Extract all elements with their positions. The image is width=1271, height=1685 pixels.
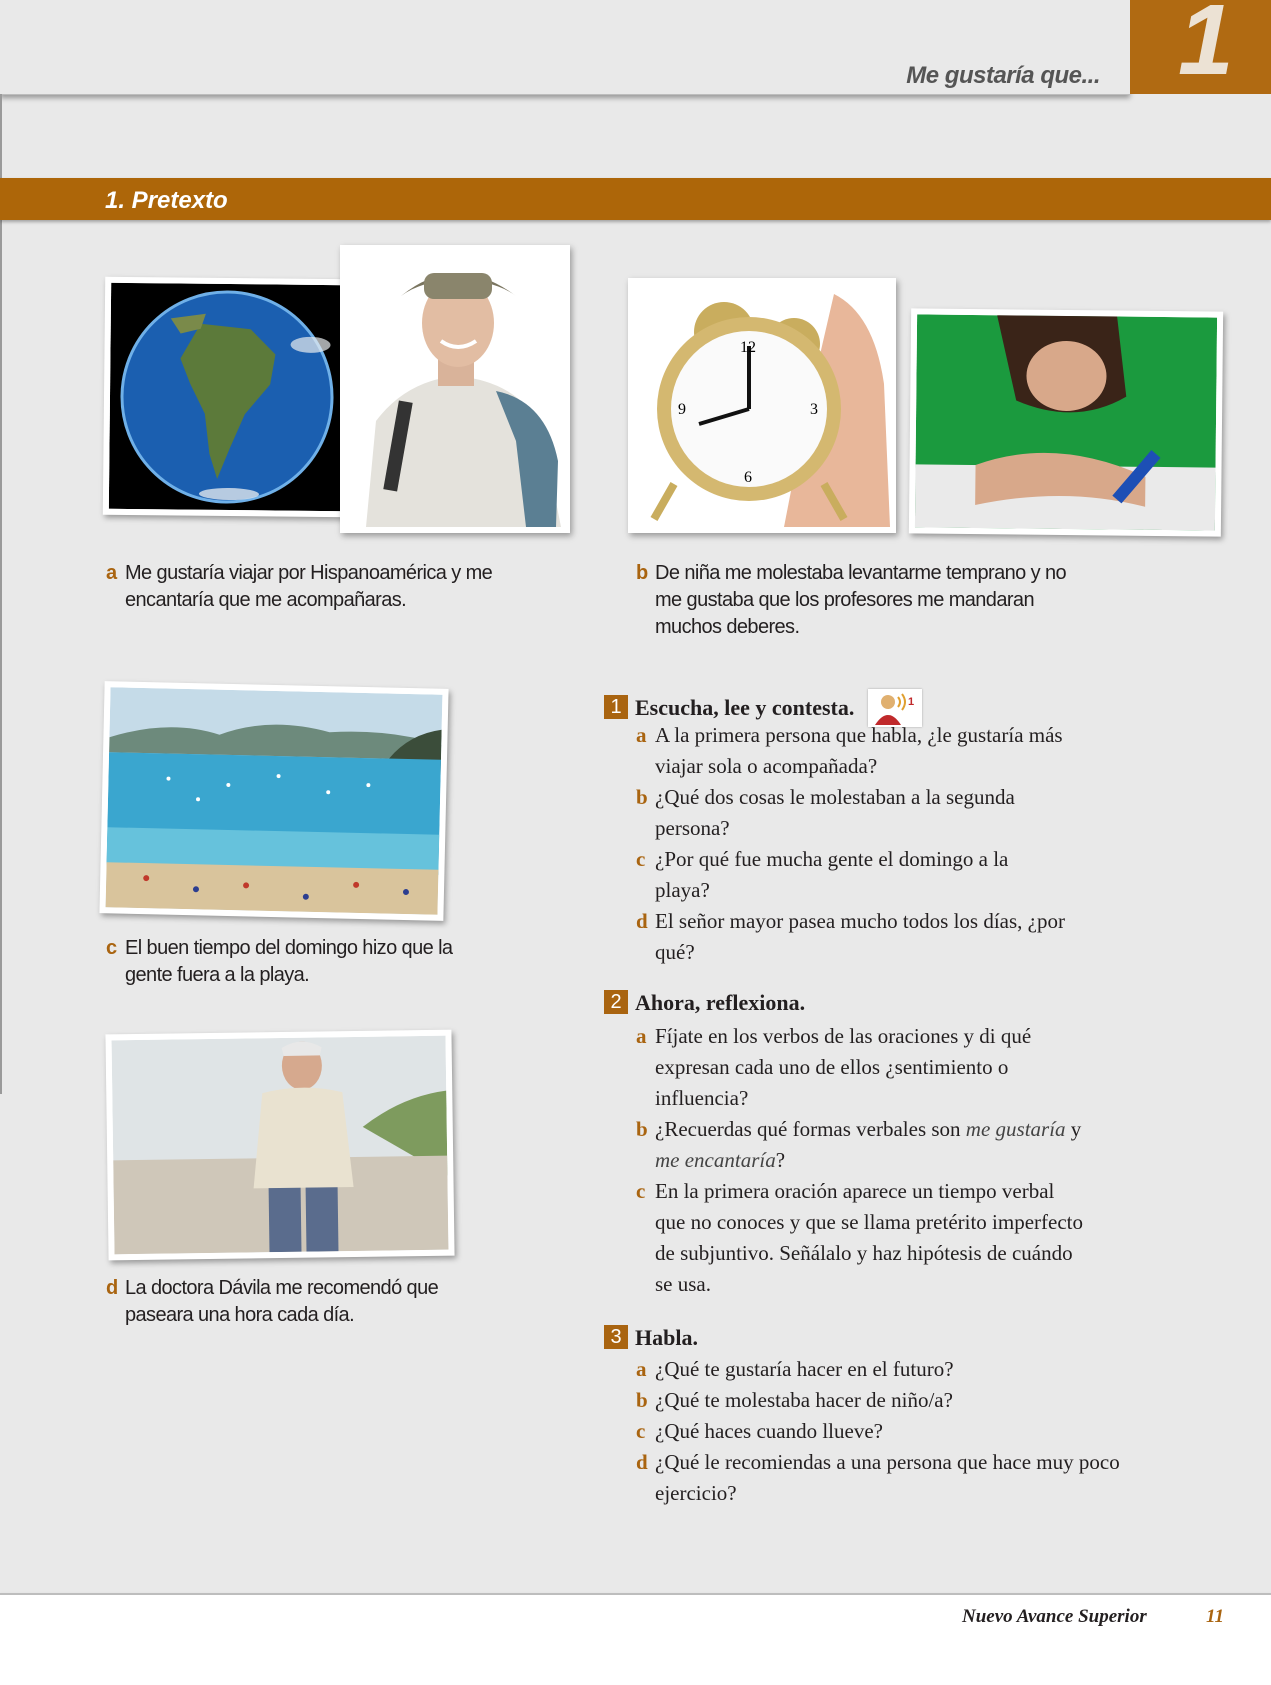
- exercise-number: 2: [604, 990, 628, 1014]
- caption-text: Me gustaría viajar por Hispanoamérica y me encantaría que me acompañaras.: [125, 562, 493, 611]
- beach-image: [106, 687, 443, 914]
- item-letter: d: [636, 909, 648, 933]
- item-text: ¿Qué haces cuando llueve?: [655, 1419, 883, 1443]
- item-letter: c: [636, 847, 646, 871]
- globe-photo: [103, 277, 351, 518]
- alarm-clock-image: [634, 284, 890, 527]
- exercise-number: 1: [604, 695, 628, 719]
- exercise-3-items: [636, 1354, 1126, 1509]
- exercise-2-heading: [604, 990, 805, 1016]
- section-bar: [0, 178, 1271, 220]
- caption-c: [106, 935, 476, 989]
- list-item: [636, 1385, 1126, 1416]
- svg-text:9: 9: [678, 401, 686, 418]
- item-text: A la primera persona que habla, ¿le gustaría más viajar sola o acompañada?: [655, 723, 1063, 778]
- item-letter: d: [636, 1450, 648, 1474]
- item-text: ¿Qué dos cosas le molestaban a la segunda persona?: [655, 785, 1015, 840]
- item-letter: b: [636, 1388, 648, 1412]
- man-beach-image: [112, 1036, 449, 1255]
- list-item: [636, 1447, 1126, 1509]
- exercise-title: Habla.: [635, 1325, 698, 1350]
- item-letter: b: [636, 1117, 648, 1141]
- page-header: [0, 0, 1130, 95]
- caption-letter: c: [106, 937, 117, 959]
- backpacker-photo: [340, 245, 570, 533]
- page-edge: [0, 94, 2, 1094]
- caption-letter: b: [636, 562, 648, 584]
- item-text: En la primera oración aparece un tiempo verbal que no conoces y que se llama pretérito imperfecto de subjuntivo. Señálalo y haz hipótesis de cuándo se usa.: [655, 1179, 1083, 1296]
- beach-photo: [99, 681, 448, 921]
- caption-text: La doctora Dávila me recomendó que paseara una hora cada día.: [125, 1277, 439, 1326]
- item-text-mid: y: [1065, 1117, 1082, 1141]
- item-text: ¿Por qué fue mucha gente el domingo a la playa?: [655, 847, 1009, 902]
- list-item: [636, 1416, 1126, 1447]
- list-item: [636, 844, 1066, 906]
- exercise-number: 3: [604, 1325, 628, 1349]
- caption-letter: a: [106, 562, 117, 584]
- caption-b: [636, 560, 1086, 641]
- item-text: El señor mayor pasea mucho todos los días, ¿por qué?: [655, 909, 1065, 964]
- page-number: 11: [1206, 1606, 1224, 1627]
- exercise-title: Ahora, reflexiona.: [635, 990, 806, 1015]
- list-item: [636, 1021, 1086, 1114]
- item-text: Fíjate en los verbos de las oraciones y di qué expresan cada uno de ellos ¿sentimiento o influencia?: [655, 1024, 1032, 1110]
- unit-tab: [1130, 0, 1271, 94]
- svg-text:6: 6: [744, 469, 752, 486]
- list-item: [636, 1114, 1086, 1176]
- item-text: ¿Qué te molestaba hacer de niño/a?: [655, 1388, 953, 1412]
- backpacker-image: [346, 251, 564, 527]
- caption-text: El buen tiempo del domingo hizo que la gente fuera a la playa.: [125, 937, 453, 986]
- item-letter: b: [636, 785, 648, 809]
- section-title: 1. Pretexto: [105, 187, 228, 214]
- list-item: [636, 782, 1066, 844]
- alarm-clock-photo: [628, 278, 896, 533]
- item-italic-term: me gustaría: [965, 1117, 1066, 1141]
- list-item: [636, 1354, 1126, 1385]
- audio-track-number: 1: [907, 696, 914, 708]
- man-beach-photo: [105, 1030, 454, 1261]
- svg-text:3: 3: [810, 401, 818, 418]
- unit-title: Me gustaría que...: [906, 62, 1100, 89]
- item-text: ¿Qué le recomiendas a una persona que hace muy poco ejercicio?: [655, 1450, 1120, 1505]
- unit-number: 1: [1178, 0, 1234, 96]
- list-item: [636, 906, 1066, 968]
- caption-d: [106, 1275, 476, 1329]
- item-text-before: ¿Recuerdas qué formas verbales son: [655, 1117, 966, 1141]
- girl-writing-image: [915, 314, 1217, 530]
- item-italic-term: me encantaría: [655, 1148, 776, 1172]
- exercise-3-heading: [604, 1325, 698, 1351]
- item-letter: c: [636, 1179, 646, 1203]
- exercise-title: Escucha, lee y contesta.: [635, 695, 855, 720]
- caption-a: [106, 560, 526, 614]
- caption-letter: d: [106, 1277, 118, 1299]
- list-item: [636, 720, 1066, 782]
- caption-text: De niña me molestaba levantarme temprano y no me gustaba que los profesores me mandaran muchos deberes.: [655, 562, 1067, 638]
- item-text-after: ?: [775, 1148, 786, 1172]
- exercise-2-items: [636, 1021, 1086, 1300]
- svg-text:12: 12: [740, 339, 756, 356]
- list-item: [636, 1176, 1086, 1300]
- girl-writing-photo: [909, 308, 1223, 536]
- book-title: Nuevo Avance Superior: [962, 1606, 1147, 1627]
- globe-image: [109, 283, 345, 511]
- item-letter: a: [636, 1357, 647, 1381]
- item-text: ¿Qué te gustaría hacer en el futuro?: [655, 1357, 954, 1381]
- item-letter: c: [636, 1419, 646, 1443]
- exercise-1-items: [636, 720, 1066, 968]
- item-letter: a: [636, 723, 647, 747]
- item-letter: a: [636, 1024, 647, 1048]
